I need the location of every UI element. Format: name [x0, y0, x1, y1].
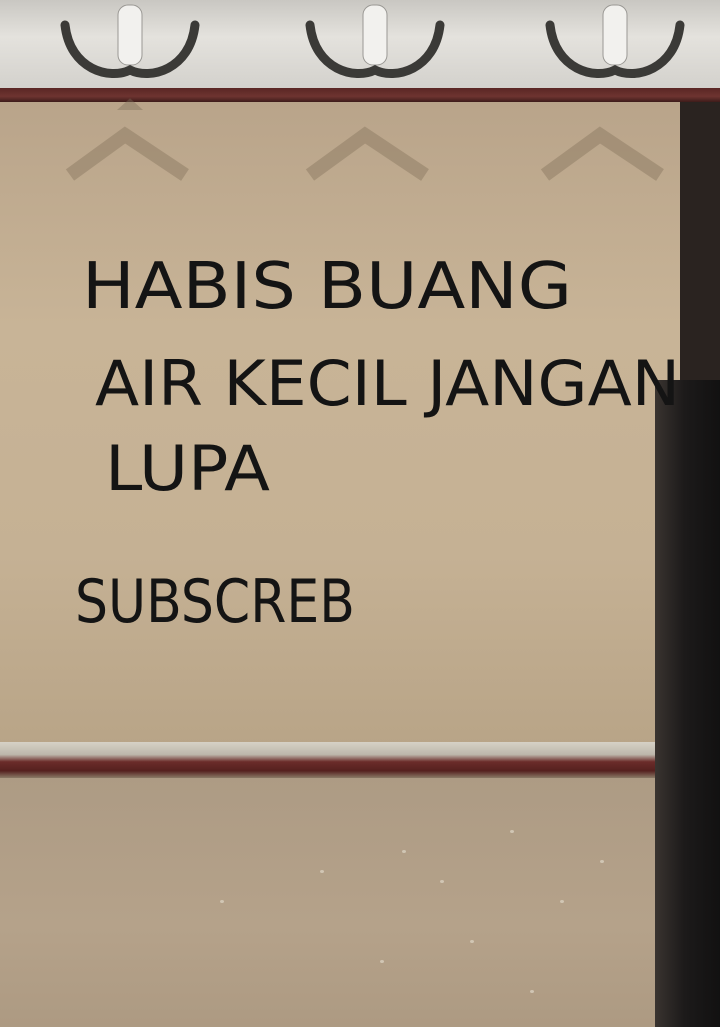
graffiti-line-2: AIR KECIL JANGAN	[95, 347, 680, 420]
graffiti-line-1: HABIS BUANG	[82, 250, 572, 324]
graffiti-line-4: SUBSCREB	[75, 567, 355, 637]
graffiti-line-3: LUPA	[105, 432, 270, 505]
